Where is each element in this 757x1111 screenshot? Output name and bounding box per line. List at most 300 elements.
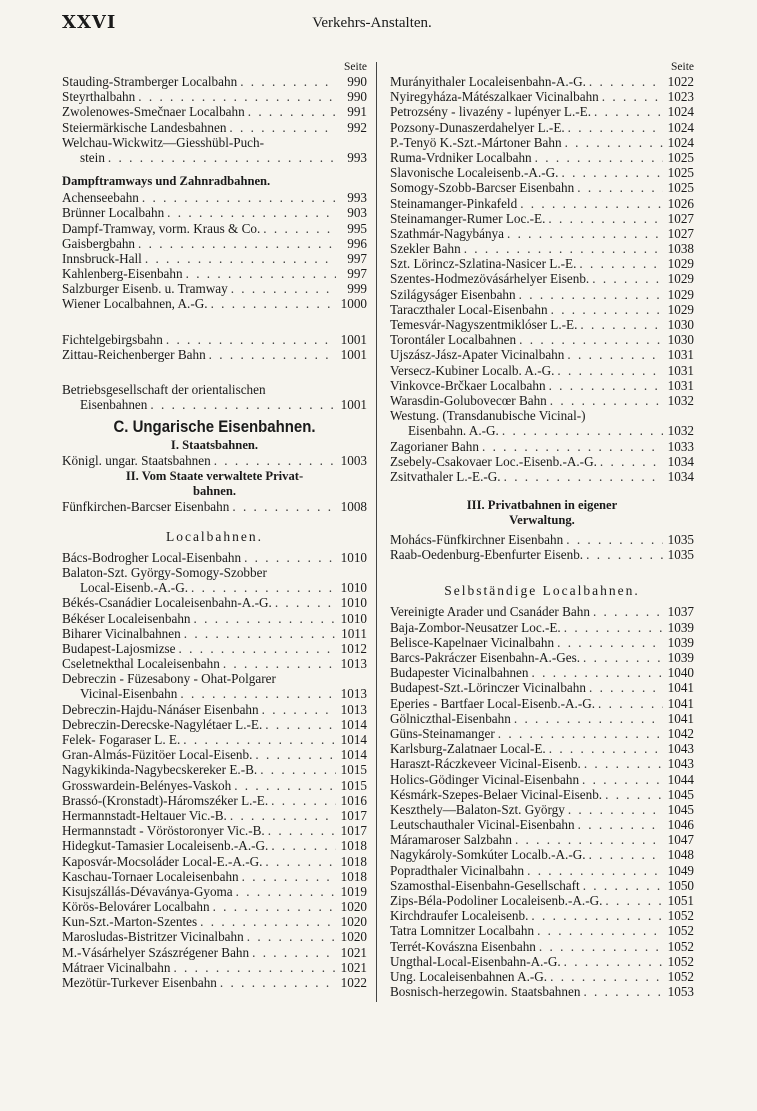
leader-dots <box>464 241 663 256</box>
entry-name: Hermannstadt-Heltauer Vic.-B. <box>62 807 227 823</box>
entry-name: Grosswardein-Belényes-Vaskoh <box>62 777 232 793</box>
entry-name: Brassó-(Kronstadt)-Háromszéker L.-E. <box>62 792 269 808</box>
entry-page: 1032 <box>667 392 694 408</box>
leader-dots <box>265 854 336 869</box>
entry-name: Holics-Gödinger Vicinal-Eisenbahn <box>390 771 580 787</box>
entry-name: Belisce-Kapelnaer Vicinalbahn <box>390 634 555 650</box>
entry-page: 999 <box>347 281 367 297</box>
entry-name: Königl. ungar. Staatsbahnen <box>62 453 211 469</box>
entry-name: Dampf-Tramway, vorm. Kraus & Co. <box>62 220 261 236</box>
entry-name: Achenseebahn <box>62 190 139 206</box>
entry-page: 1039 <box>667 650 694 665</box>
entry-name: Gölniczthal-Eisenbahn <box>390 710 511 726</box>
entry-name: Szt. Lörincz-Szlatina-Nasicer L.-E. <box>390 256 577 272</box>
index-entry <box>390 635 694 650</box>
index-entry <box>390 847 694 862</box>
entry-page: 1019 <box>340 883 367 899</box>
entry-page: 996 <box>347 235 367 251</box>
leader-dots <box>548 211 663 226</box>
index-entry <box>62 499 367 514</box>
leader-dots <box>519 287 663 302</box>
leader-dots <box>252 945 336 960</box>
entry-page: 1052 <box>667 908 694 924</box>
entry-page: 1014 <box>340 747 367 763</box>
leader-dots <box>592 271 663 286</box>
entry-page: 990 <box>347 74 367 89</box>
index-entry <box>62 120 367 135</box>
leader-dots <box>586 547 663 562</box>
index-entry <box>390 741 694 756</box>
index-entry <box>390 378 694 393</box>
section-heading: Dampftramways und Zahnradbahnen. <box>62 174 271 189</box>
entry-name: Tatra Lomnitzer Localbahn <box>390 923 535 939</box>
leader-dots <box>504 469 663 484</box>
index-entry <box>390 878 694 893</box>
leader-dots <box>549 378 663 393</box>
index-entry <box>390 863 694 878</box>
index-entry <box>62 580 367 595</box>
entry-group <box>62 332 367 362</box>
entry-name: Local-Eisenb.-A.-G. <box>80 580 189 596</box>
entry-name: Wiener Localbahnen, A.-G. <box>62 296 208 312</box>
entry-name: Güns-Steinamanger <box>390 725 495 741</box>
entry-page: 1026 <box>667 195 694 211</box>
entry-page: 1018 <box>340 868 367 884</box>
leader-dots <box>167 205 336 220</box>
index-entry <box>390 469 694 484</box>
index-entry <box>390 908 694 923</box>
entry-name: Kun-Szt.-Marton-Szentes <box>62 914 198 930</box>
entry-name: Gaisbergbahn <box>62 235 136 251</box>
leader-dots <box>589 74 663 89</box>
entry-page: 1045 <box>667 801 694 817</box>
index-entry <box>390 802 694 817</box>
index-entry <box>62 914 367 929</box>
entry-name: Baja-Zombor-Neusatzer Loc.-E. <box>390 619 561 635</box>
index-entry <box>390 135 694 150</box>
entry-name: Cseletnekthal Localeisenbahn <box>62 656 220 672</box>
index-entry <box>62 778 367 793</box>
index-entry <box>62 626 367 641</box>
entry-name: Petrozsény - livazény - lupényer L.-E. <box>390 104 592 120</box>
index-entry <box>390 439 694 454</box>
index-entry <box>62 793 367 808</box>
entry-name: Eperies - Bartfaer Local-Eisenb.-A.-G. <box>390 695 596 711</box>
entry-page: 1035 <box>667 532 694 548</box>
leader-dots <box>213 899 336 914</box>
leader-dots <box>260 762 336 777</box>
index-entry <box>390 256 694 271</box>
entry-name: Békés-Csanádier Localeisenbahn-A.-G. <box>62 595 272 611</box>
entry-page: 1052 <box>667 968 694 984</box>
entry-page: 1037 <box>667 604 694 620</box>
index-entry <box>62 74 367 89</box>
entry-group <box>390 74 694 408</box>
entry-page: 1010 <box>340 610 367 626</box>
entry-page: 1050 <box>667 877 694 893</box>
leader-dots <box>232 499 336 514</box>
entry-name: Leutschauthaler Vicinal-Eisenbahn <box>390 817 575 833</box>
index-entry <box>390 317 694 332</box>
leader-dots <box>539 939 663 954</box>
entry-name: Szilágyságer Eisenbahn <box>390 286 516 302</box>
right-column <box>390 60 694 999</box>
entry-name: Popradthaler Vicinalbahn <box>390 862 525 878</box>
leader-dots <box>268 823 336 838</box>
index-entry <box>390 923 694 938</box>
entry-page: 993 <box>347 149 367 165</box>
entry-page: 1031 <box>667 377 694 393</box>
entry-name: stein <box>80 149 105 165</box>
entry-page: 1013 <box>340 686 367 702</box>
leader-dots <box>271 793 336 808</box>
entry-page: 1001 <box>340 331 367 347</box>
entry-name: Haraszt-Ráczkeveer Vicinal-Eisenb. <box>390 756 581 772</box>
page-number: XXVI <box>62 12 117 33</box>
index-entry <box>62 656 367 671</box>
index-entry <box>390 665 694 680</box>
entry-page: 1012 <box>340 640 367 656</box>
entry-name: Debreczin-Derecske-Nagylétaer L.-E. <box>62 716 263 732</box>
leader-dots <box>231 281 336 296</box>
entry-page: 1001 <box>340 397 367 413</box>
section-subheading: Selbständige Localbahnen. <box>444 583 640 599</box>
index-entry <box>62 823 367 838</box>
index-entry <box>62 686 367 701</box>
index-entry <box>390 620 694 635</box>
entry-name: Torontáler Localbahnen <box>390 332 517 348</box>
leader-dots <box>583 878 663 893</box>
entry-page: 1020 <box>340 929 367 945</box>
entry-page: 1020 <box>340 914 367 930</box>
entry-page: 1017 <box>340 823 367 839</box>
entry-page: 1042 <box>667 725 694 741</box>
entry-page: 1015 <box>340 762 367 778</box>
entry-group <box>62 74 367 135</box>
leader-dots <box>584 756 663 771</box>
index-entry <box>62 960 367 975</box>
entry-name: Zsebely-Csakovaer Loc.-Eisenb.-A.-G. <box>390 453 597 469</box>
entry-name: Mátraer Vicinalbahn <box>62 959 171 975</box>
entry-page: 1020 <box>340 899 367 915</box>
entry-page: 992 <box>347 119 367 135</box>
entry-name: Máramaroser Salzbahn <box>390 832 512 848</box>
entry-page: 1030 <box>667 332 694 348</box>
index-entry <box>62 899 367 914</box>
entry-page: 1022 <box>340 975 367 990</box>
index-entry <box>62 747 367 762</box>
entry-name: Temesvár-Nagyszentmiklóser L.-E. <box>390 317 578 332</box>
entry-page: 1039 <box>667 619 694 635</box>
entry-name: Mohács-Fünfkirchner Eisenbahn <box>390 532 564 548</box>
entry-name: M.-Vásárhelyer Szászrégener Bahn <box>62 944 250 960</box>
entry-page: 1017 <box>340 807 367 823</box>
entry-page: 1029 <box>667 271 694 287</box>
leader-dots <box>564 620 663 635</box>
entry-name: Vicinal-Eisenbahn <box>80 686 178 702</box>
index-entry <box>390 547 694 562</box>
entry-page: 1021 <box>340 959 367 975</box>
left-column <box>62 60 367 990</box>
leader-dots <box>142 190 336 205</box>
index-entry <box>62 732 367 747</box>
entry-page: 995 <box>347 220 367 236</box>
leader-dots <box>108 150 336 165</box>
entry-page: 1023 <box>667 89 694 105</box>
entry-page: 1052 <box>667 938 694 954</box>
leader-dots <box>579 256 663 271</box>
entry-page: 1018 <box>340 838 367 854</box>
entry-page: 1016 <box>340 792 367 808</box>
entry-page: 1025 <box>667 149 694 165</box>
entry-page: 1024 <box>667 119 694 135</box>
index-entry <box>390 711 694 726</box>
entry-name: Ruma-Vrdniker Localbahn <box>390 149 532 165</box>
leader-dots <box>583 984 663 999</box>
index-entry <box>62 89 367 104</box>
entry-page: 1024 <box>667 104 694 120</box>
leader-dots <box>248 104 336 119</box>
entry-page: 1032 <box>667 423 694 439</box>
entry-page: 1008 <box>340 498 367 514</box>
entry-page: 990 <box>347 89 367 105</box>
leader-dots <box>247 929 336 944</box>
index-entry <box>390 423 694 438</box>
leader-dots <box>200 914 336 929</box>
leader-dots <box>532 665 664 680</box>
entry-page: 1046 <box>667 817 694 833</box>
leader-dots <box>265 717 336 732</box>
index-entry <box>62 104 367 119</box>
entry-name: Bosnisch-herzegowin. Staatsbahnen <box>390 984 581 1000</box>
seite-label: Seite <box>671 61 694 73</box>
index-entry <box>390 532 694 547</box>
entry-name: Kisujszállás-Dévaványa-Gyoma <box>62 883 233 899</box>
leader-dots <box>567 347 663 362</box>
entry-page: 1034 <box>667 453 694 469</box>
entry-name: Debreczin-Hajdu-Nánáser Eisenbahn <box>62 701 259 717</box>
entry-name: Murányithaler Localeisenbahn-A.-G. <box>390 74 586 89</box>
entry-name: Brünner Localbahn <box>62 205 165 221</box>
index-entry <box>390 165 694 180</box>
leader-dots <box>564 954 663 969</box>
entry-page: 1039 <box>667 634 694 650</box>
seite-label: Seite <box>344 61 367 73</box>
entry-page: 991 <box>347 104 367 120</box>
entry-page: 1035 <box>667 547 694 563</box>
index-entry <box>390 817 694 832</box>
entry-page: 1031 <box>667 347 694 363</box>
leader-dots <box>598 696 663 711</box>
entry-page: 1027 <box>667 225 694 241</box>
entry-line: Debreczin - Füzesabony - Ohat-Polgarer <box>62 671 276 687</box>
index-entry <box>62 236 367 251</box>
section-heading: C. Ungarische Eisenbahnen. <box>113 417 316 437</box>
leader-dots <box>605 893 663 908</box>
index-entry <box>390 332 694 347</box>
entry-name: Terrét-Kovászna Eisenbahn <box>390 938 536 954</box>
entry-name: Somogy-Szobb-Barcser Eisenbahn <box>390 180 575 196</box>
entry-name: Raab-Oedenburg-Ebenfurter Eisenb. <box>390 547 584 563</box>
leader-dots <box>194 611 336 626</box>
leader-dots <box>191 580 336 595</box>
section-subheading: II. Vom Staate verwaltete Privat- <box>125 468 304 483</box>
entry-name: Szathmár-Nagybánya <box>390 225 504 241</box>
index-entry <box>390 74 694 89</box>
entry-page: 1043 <box>667 756 694 772</box>
index-entry <box>390 650 694 665</box>
index-entry <box>390 347 694 362</box>
entry-group <box>62 190 367 312</box>
entry-name: Zwolenowes-Smečnaer Localbahn <box>62 104 245 120</box>
entry-name: Fünfkirchen-Barcser Eisenbahn <box>62 498 230 514</box>
entry-page: 1044 <box>667 771 694 787</box>
leader-dots <box>240 74 336 89</box>
entry-name: Zagorianer Bahn <box>390 438 479 454</box>
entry-name: Ujszász-Jász-Apater Vicinalbahn <box>390 347 565 363</box>
index-entry <box>62 221 367 236</box>
entry-page: 1029 <box>667 286 694 302</box>
entry-page: 903 <box>347 205 367 221</box>
index-entry <box>390 150 694 165</box>
entry-name: Salzburger Eisenb. u. Tramway <box>62 281 228 297</box>
leader-dots <box>594 104 663 119</box>
leader-dots <box>220 975 336 990</box>
index-entry <box>390 271 694 286</box>
entry-group <box>62 397 367 412</box>
entry-name: Slavonische Localeisenb.-A.-G. <box>390 165 559 181</box>
entry-name: Warasdin-Golubovecœr Bahn <box>390 392 547 408</box>
index-entry <box>62 550 367 565</box>
entry-name: Szentes-Hodmezövásárhelyer Eisenb. <box>390 271 590 287</box>
entry-name: Zsitvathaler L.-E.-G. <box>390 468 501 484</box>
leader-dots <box>236 884 336 899</box>
entry-group <box>390 423 694 438</box>
entry-name: Nagykároly-Somkúter Localb.-A.-G. <box>390 847 586 863</box>
leader-dots <box>209 347 336 362</box>
entry-page: 1052 <box>667 923 694 939</box>
index-entry <box>62 762 367 777</box>
entry-group <box>62 580 367 595</box>
index-entry <box>390 393 694 408</box>
entry-name: Biharer Vicinalbahnen <box>62 625 181 641</box>
entry-page: 1047 <box>667 832 694 848</box>
entry-line: Balaton-Szt. György-Somogy-Szobber <box>62 564 267 580</box>
leader-dots <box>262 702 336 717</box>
entry-page: 997 <box>347 250 367 266</box>
leader-dots <box>593 604 663 619</box>
index-entry <box>390 954 694 969</box>
leader-dots <box>605 787 663 802</box>
entry-name: Innsbruck-Hall <box>62 250 142 266</box>
entry-page: 1010 <box>340 580 367 596</box>
leader-dots <box>223 656 336 671</box>
leader-dots <box>600 454 663 469</box>
index-entry <box>62 611 367 626</box>
index-entry <box>62 702 367 717</box>
entry-page: 1001 <box>340 346 367 362</box>
entry-name: Vereinigte Arader und Csanáder Bahn <box>390 604 590 620</box>
leader-dots <box>242 869 336 884</box>
leader-dots <box>255 747 336 762</box>
entry-group <box>62 499 367 514</box>
leader-dots <box>180 686 336 701</box>
entry-line: Betriebsgesellschaft der orientalischen <box>62 382 266 397</box>
entry-page: 1051 <box>667 893 694 908</box>
entry-page: 1027 <box>667 210 694 226</box>
entry-page: 1013 <box>340 656 367 672</box>
section-subheading: I. Staatsbahnen. <box>170 438 259 453</box>
index-entry <box>62 453 367 468</box>
entry-name: Stauding-Stramberger Localbahn <box>62 74 238 89</box>
entry-name: Eisenbahn. A.-G. <box>408 423 499 439</box>
leader-dots <box>531 908 663 923</box>
leader-dots <box>211 296 336 311</box>
index-entry <box>390 196 694 211</box>
entry-name: Nyiregyháza-Mátészalkaer Vicinalbahn <box>390 89 599 105</box>
entry-page: 1010 <box>340 549 367 565</box>
leader-dots <box>214 453 336 468</box>
leader-dots <box>578 817 663 832</box>
page-header <box>62 8 682 36</box>
index-entry <box>62 641 367 656</box>
entry-name: Nagykikinda-Nagybecskereker E.-B. <box>62 762 258 778</box>
leader-dots <box>527 863 663 878</box>
index-entry <box>390 454 694 469</box>
index-entry <box>390 969 694 984</box>
index-entry <box>390 726 694 741</box>
leader-dots <box>502 423 663 438</box>
entry-name: Szekler Bahn <box>390 241 461 257</box>
entry-page: 1022 <box>667 74 694 89</box>
entry-page: 1048 <box>667 847 694 863</box>
leader-dots <box>145 251 336 266</box>
index-entry <box>390 363 694 378</box>
leader-dots <box>568 120 663 135</box>
section-subheading: Verwaltung. <box>509 513 575 528</box>
leader-dots <box>234 778 336 793</box>
index-entry <box>390 756 694 771</box>
entry-name: Pozsony-Dunaszerdahelyer L.-E. <box>390 119 565 135</box>
entry-page: 1029 <box>667 301 694 317</box>
entry-page: 1029 <box>667 256 694 272</box>
entry-name: Késmárk-Szepes-Belaer Vicinal-Eisenb. <box>390 786 603 802</box>
index-entry <box>62 150 367 165</box>
index-entry <box>390 604 694 619</box>
entry-group <box>390 532 694 562</box>
leader-dots <box>183 732 336 747</box>
index-entry <box>62 281 367 296</box>
entry-group <box>62 150 367 165</box>
index-entry <box>390 211 694 226</box>
leader-dots <box>179 641 336 656</box>
index-entry <box>390 680 694 695</box>
index-entry <box>390 893 694 908</box>
entry-name: Hidegkut-Tamasier Localeisenb.-A.-G. <box>62 838 269 854</box>
index-entry <box>390 104 694 119</box>
entry-group <box>62 686 367 701</box>
leader-dots <box>186 266 336 281</box>
entry-page: 1041 <box>667 680 694 696</box>
entry-page: 1038 <box>667 241 694 257</box>
leader-dots <box>568 802 663 817</box>
entry-name: Zips-Béla-Podoliner Localeisenb.-A.-G. <box>390 893 603 908</box>
leader-dots <box>514 711 663 726</box>
entry-name: Vinkovce-Brčkaer Localbahn <box>390 377 546 393</box>
entry-name: Budapest-Szt.-Lörinczer Vicinalbahn <box>390 680 586 696</box>
section-subheading: Localbahnen. <box>165 528 264 544</box>
index-entry <box>390 120 694 135</box>
